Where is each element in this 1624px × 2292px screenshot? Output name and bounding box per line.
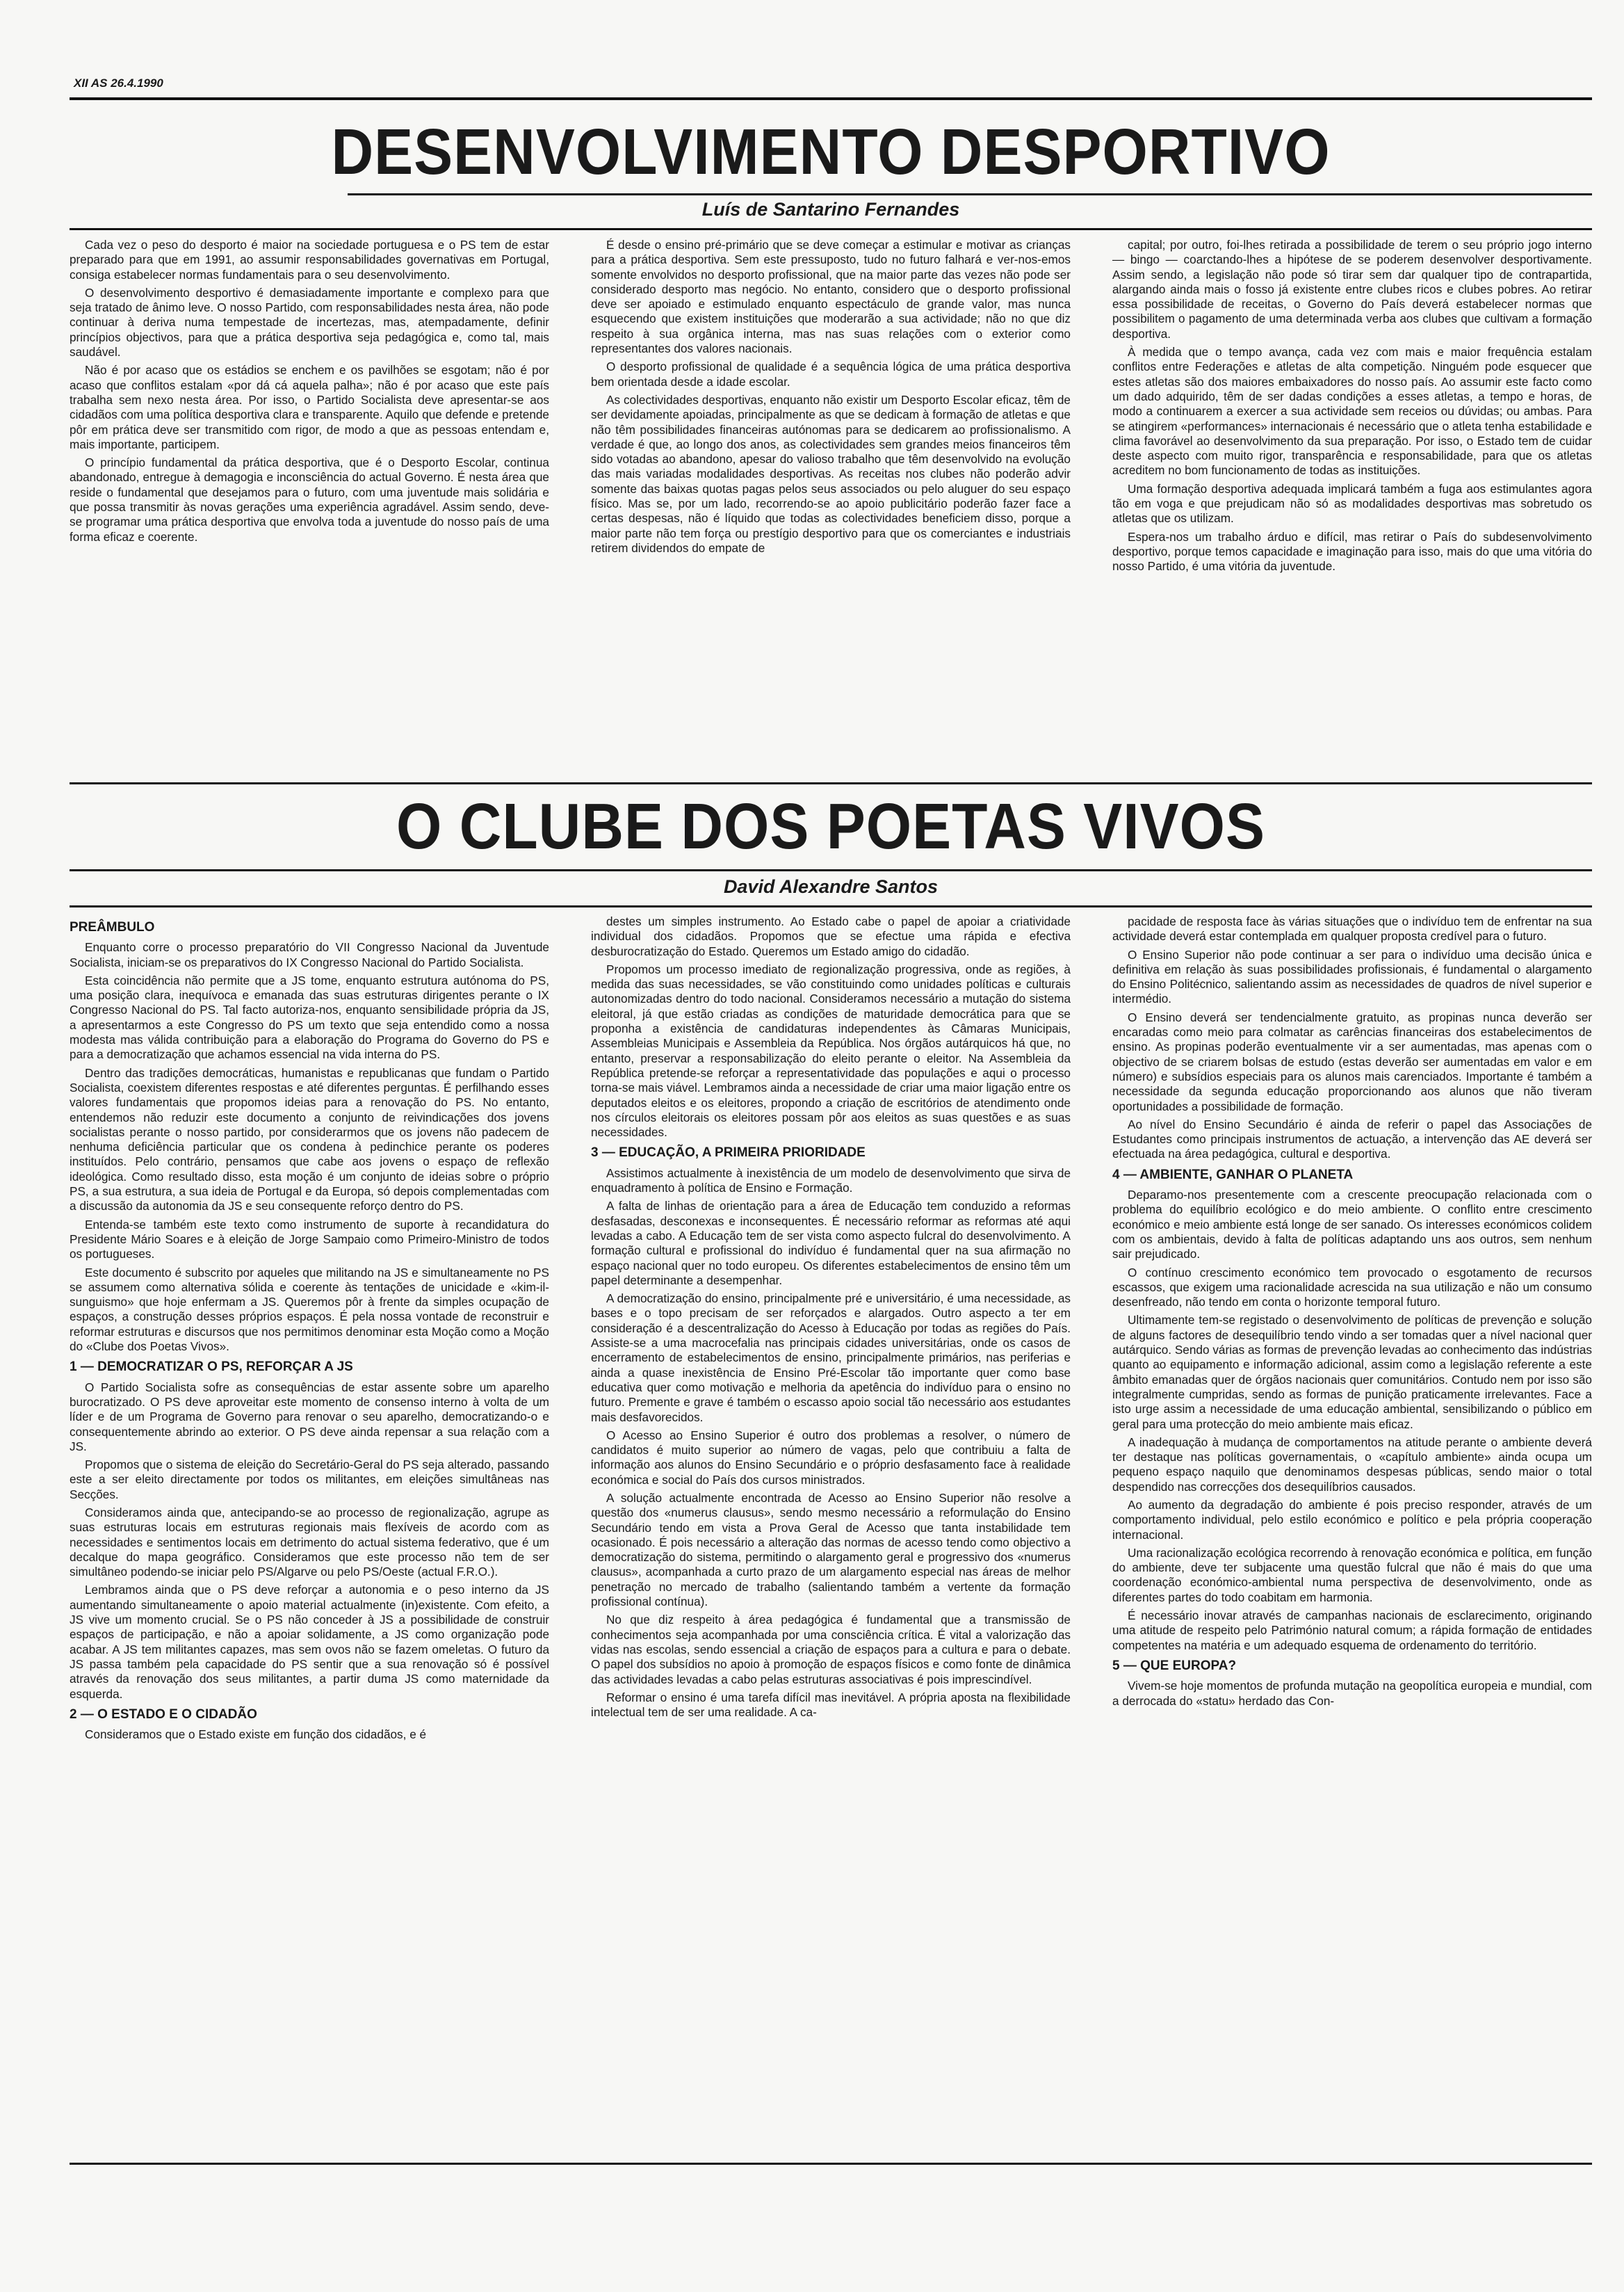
section-heading: 1 — DEMOCRATIZAR O PS, REFORÇAR A JS (70, 1359, 353, 1375)
bottom-rule (70, 2163, 1592, 2165)
paragraph: À medida que o tempo avança, cada vez com mais e maior frequência estalam conflitos entre Federações e atletas de alta competição. Ninguém pode esquecer que estes atletas são dos maiores embaixadores do nosso país. Ao assumir este facto como um dado adquirido, têm de ser dadas condições a esses atletas, a tempo e horas, de modo a continuarem a exercer a sua actividade sem receios ou dúvidas; ou ambas. Para se atingirem «performances» internacionais é necessário que o atleta tenha estabilidade e clima favorável ao desenvolvimento da sua preparação. Por isso, o Estado tem de cuidar deste aspecto com muito rigor, transparência e responsabilidade, para que os atletas acreditem no bom funcionamento de todas as instituições. (1112, 345, 1592, 478)
article1-author: Luís de Santarino Fernandes (701, 199, 960, 220)
paragraph: O contínuo crescimento económico tem provocado o esgotamento de recursos escassos, que exigem uma racionalidade acrescida na sua utilização e não um consumo desenfreado, não tendo em conta o horizonte temporal futuro. (1112, 1265, 1592, 1309)
paragraph: Entenda-se também este texto como instrumento de suporte à recandidatura do Presidente Mário Soares e à eleição de Jorge Sampaio como Primeiro-Ministro de todos os portugueses. (70, 1217, 549, 1261)
section-heading: 5 — QUE EUROPA? (1112, 1658, 1237, 1673)
paragraph: Cada vez o peso do desporto é maior na sociedade portuguesa e o PS tem de estar preparado para que em 1991, ao assumir responsabilidades governativas em Portugal, consiga estabelecer normas fundamentais para o seu desenvolvimento. (70, 238, 549, 282)
section-heading: 2 — O ESTADO E O CIDADÃO (70, 1706, 257, 1722)
paragraph: Enquanto corre o processo preparatório do VII Congresso Nacional da Juventude Socialista, iniciam-se os preparativos do IX Congresso Nacional do Partido Socialista. (70, 940, 549, 969)
article1-column-2 (591, 238, 1071, 773)
section-heading: PREÂMBULO (70, 920, 155, 935)
paragraph: Propomos que o sistema de eleição do Secretário-Geral do PS seja alterado, passando este a ser eleito directamente por todos os militantes, em eleições simultâneas nas Secções. (70, 1458, 549, 1501)
paragraph: Lembramos ainda que o PS deve reforçar a autonomia e o peso interno da JS aumentando simultaneamente o apoio material actualmente (in)existente. Com efeito, a JS vive um momento crucial. Se o PS não conceder à JS a possibilidade de construir espaços de participação, e não a apoiar solidamente, a JS como organização pode acabar. A JS tem militantes capazes, mas sem ovos não se fazem omeletas. O futuro da JS passa também pela capacidade do PS sentir que a sua renovação só é possível através da renovação dos seus militantes, a partir duma JS como maternidade da esquerda. (70, 1583, 549, 1701)
paragraph: Consideramos ainda que, antecipando-se ao processo de regionalização, agrupe as suas estruturas locais em estruturas regionais mais flexíveis de acordo com as necessidades e sentimentos locais em detrimento do actual sistema federativo, que é um decalque do mapa geográfico. Consideramos que este processo não tem de ser simultâneo podendo-se iniciar pelo PS/Algarve ou pelo PS/Oeste (actual F.R.O.). (70, 1505, 549, 1579)
paragraph: destes um simples instrumento. Ao Estado cabe o papel de apoiar a criatividade individual dos cidadãos. Propomos que se efectue uma rápida e efectiva desburocratização do Estado. Queremos um Estado amigo do cidadão. (591, 914, 1071, 958)
paragraph: Propomos um processo imediato de regionalização progressiva, onde as regiões, à medida das suas necessidades, se vão constituindo como unidades políticas e culturais autonomizadas dentro do todo nacional. Consideramos necessário a mutação do sistema eleitoral, já que estão criadas as condições de maturidade democrática para que se proponha a existência de candidaturas independentes às Câmaras Municipais, Assembleias Municipais e Assembleia da República. Nos órgãos autárquicos há que, no entanto, preservar a responsabilização do eleito perante o eleitor. Na Assembleia da República pretende-se reforçar a representatividade das populações e aqui o processo torna-se mais viável. Lembramos ainda a necessidade de criar uma maior ligação entre os deputados eleitos e os eleitores, propondo a criação de escritórios de atendimento onde nos círculos eleitorais os eleitores possam pôr aos eleitos as suas questões e as suas necessidades. (591, 962, 1071, 1140)
paragraph: Esta coincidência não permite que a JS tome, enquanto estrutura autónoma do PS, uma posição clara, inequívoca e emanada das suas estruturas dirigentes perante o IX Congresso Nacional do PS. Tal facto autoriza-nos, enquanto sensibilidade própria da JS, a apresentarmos a este Congresso do PS um texto que seja entendido como a nossa modesta mas válida contribuição para a elaboração do Programa do Governo do PS e para a democratização que achamos essencial na vida interna do PS. (70, 973, 549, 1062)
paragraph: A democratização do ensino, principalmente pré e universitário, é uma necessidade, as bases e o topo precisam de ser reforçados e alargados. Outro aspecto a ter em consideração é a descentralização do Acesso à Educação por todas as regiões do País. Assiste-se a uma macrocefalia nas principais cidades universitárias, onde os casos de encerramento de estabelecimentos de ensino, principalmente primários, nas periferias e ainda a quase inexistência de Ensino Pré-Escolar tão importante quer como base educativa quer como motivação e melhoria da apetência do indivíduo para o ensino no futuro. Premente e grave é também o escasso apoio social tão necessário aos estudantes mais desfavorecidos. (591, 1291, 1071, 1424)
article2-body (70, 914, 1592, 2152)
paragraph: Assistimos actualmente à inexistência de um modelo de desenvolvimento que sirva de enquadramento à política de Ensino e Formação. (591, 1165, 1071, 1195)
section-heading: 4 — AMBIENTE, GANHAR O PLANETA (1112, 1167, 1354, 1182)
article2-title: O CLUBE DOS POETAS VIVOS (396, 790, 1265, 862)
article-separator-rule (70, 782, 1592, 784)
paragraph: No que diz respeito à área pedagógica é fundamental que a transmissão de conhecimentos seja acompanhada por uma consciência crítica. É vital a valorização das vidas nas escolas, sendo essencial a criação de espaços para a cultura e para o debate. O papel dos subsídios no apoio à promoção de espaços físicos e como fonte de dinâmica das actividades levadas a cabo pelas estruturas associativas é pois imprescindível. (591, 1613, 1071, 1686)
paragraph: O Acesso ao Ensino Superior é outro dos problemas a resolver, o número de candidatos é muito superior ao número de vagas, pelo que contribuiu a falta de informação aos alunos do Ensino Secundário e o próprio desfasamento face à realidade económica e social do País dos cursos ministrados. (591, 1428, 1071, 1487)
top-rule (70, 97, 1592, 100)
article2-column-3 (1112, 914, 1592, 2152)
paragraph: É desde o ensino pré-primário que se deve começar a estimular e motivar as crianças para a prática desportiva. Sem este pressuposto, tudo no futuro falhará e ver-nos-emos somente envolvidos no desporto profissional, que na maior parte das vezes não pode ser considerado desporto mas negócio. No entanto, considero que o desporto profissional deve ser apoiado e estimulado enquanto espectáculo de grande valor, mas nunca esquecendo que existem instituições que moderarão a sua actividade; não no que diz respeito à sua orgânica interna, mas nas suas relações com o exterior como representantes dos valores nacionais. (591, 238, 1071, 356)
paragraph: O Ensino deverá ser tendencialmente gratuito, as propinas nunca deverão ser encaradas como meio para colmatar as carências financeiras dos estabelecimentos de ensino. As propinas poderão eventualmente vir a ser aumentadas, mas apenas com o objectivo de se criarem bolsas de estudo (estas deverão ser aumentadas em valor e em número) e subsídios especiais para os alunos mais carenciados. Importante é também a necessidade da segunda educação proporcionando aos alunos que não tiveram oportunidades a possibilidade de formação. (1112, 1010, 1592, 1113)
paragraph: O Partido Socialista sofre as consequências de estar assente sobre um aparelho burocratizado. O PS deve aproveitar este momento de consenso interno à volta de um líder e de um Programa de Governo para renovar o seu aparelho, democratizando-o e consequentemente abrindo ao exterior. O PS deve ainda repensar a sua relação com a JS. (70, 1380, 549, 1453)
article1-title: DESENVOLVIMENTO DESPORTIVO (331, 115, 1331, 188)
paragraph: A inadequação à mudança de comportamentos na atitude perante o ambiente deverá ter destaque nas políticas governamentais, o «capítulo ambiente» ainda ocupa um pequeno espaço naquilo que denominamos despesas públicas, sendo maior o total despendido nas correcções dos desequilíbrios causados. (1112, 1435, 1592, 1494)
paragraph: O desporto profissional de qualidade é a sequência lógica de uma prática desportiva bem orientada desde a idade escolar. (591, 360, 1071, 389)
paragraph: Reformar o ensino é uma tarefa difícil mas inevitável. A própria aposta na flexibilidade intelectual tem de ser uma realidade. A ca- (591, 1690, 1071, 1720)
paragraph: capital; por outro, foi-lhes retirada a possibilidade de terem o seu próprio jogo interno — bingo — coarctando-lhes a hipótese de se poderem desenvolver desportivamente. Assim sendo, a legislação não pode só tirar sem dar qualquer tipo de contrapartida, alargando ainda mais o fosso já existente entre clubes ricos e clubes pobres. Ao retirar essa possibilidade de receitas, o Governo do País deverá estabelecer normas que possibilitem o pagamento de uma determinada verba aos clubes que cultivam a formação desportiva. (1112, 238, 1592, 341)
article2-author: David Alexandre Santos (723, 876, 939, 897)
paragraph: Dentro das tradições democráticas, humanistas e republicanas que fundam o Partido Socialista, coexistem diferentes respostas e até diferentes perguntas. É perfilhando esses valores fundamentais que propomos ideias para a renovação do PS. No entanto, entendemos não reduzir este documento a conjunto de reivindicações dos jovens socialistas perante o nosso partido, por considerarmos que os jovens não padecem de nenhuma deficiência particular que os condena à pedinchice perante os poderes instituídos. Pelo contrário, pensamos que cabe aos jovens o espaço de reflexão ideológica. Como resultado disso, esta moção é um conjunto de ideias sobre o próprio PS, a sua estrutura, a sua ideia de Portugal e da Europa, só depois complementadas com a discussão da autonomia da JS e seu consequente reforço dentro do PS. (70, 1065, 549, 1213)
paragraph: Não é por acaso que os estádios se enchem e os pavilhões se esgotam; não é por acaso que conflitos estalam «por dá cá aquela palha»; não é por acaso que este país trabalha sem nexo nesta área. Por isso, o Partido Socialista deve apresentar-se aos cidadãos com uma política desportiva clara e transparente. Aquilo que defende e pretende pôr em prática deve ser transmitido com rigor, de modo a que as pessoas entendam e, mais importante, participem. (70, 363, 549, 451)
article1-column-3 (1112, 238, 1592, 773)
section-heading: 3 — EDUCAÇÃO, A PRIMEIRA PRIORIDADE (591, 1145, 866, 1161)
paragraph: O Ensino Superior não pode continuar a ser para o indivíduo uma decisão única e definitiva em relação às suas possibilidades profissionais, é fundamental o alargamento do Ensino Politécnico, salientando assim as necessidades de quadros de nível superior e intermédio. (1112, 947, 1592, 1006)
newspaper-page (70, 76, 1592, 2260)
paragraph: Ultimamente tem-se registado o desenvolvimento de políticas de prevenção e solução de alguns factores de desequilíbrio tendo vindo a ser tomadas quer a nível nacional quer autárquico. Sendo várias as formas de prevenção levadas ao conhecimento das indústrias quanto ao equipamento e informação adicional, assim como a legislação referente a este âmbito emanadas quer de órgãos nacionais quer comunitários. Contudo nem por isso são integralmente cumpridas, sendo as formas de punição praticamente irrelevantes. Face a isto urge assim a necessidade de uma educação ambiental, sensibilizando o público em geral para uma protecção do meio ambiente mais eficaz. (1112, 1313, 1592, 1431)
paragraph: A falta de linhas de orientação para a área de Educação tem conduzido a reformas desfasadas, desconexas e inconsequentes. É necessário reformar as reformas até aqui levadas a cabo. A Educação tem de ser vista como aspecto fulcral do desenvolvimento. A formação cultural e profissional do indivíduo é fundamental quer na sua afirmação no espaço nacional quer no todo europeu. Os diferentes estabelecimentos de ensino têm um papel determinante a desempenhar. (591, 1199, 1071, 1287)
paragraph: pacidade de resposta face às várias situações que o indivíduo tem de enfrentar na sua actividade deverá estar contemplada em qualquer proposta credível para o futuro. (1112, 914, 1592, 944)
article1-column-1 (70, 238, 549, 773)
article2-byline-rule (70, 905, 1592, 907)
paragraph: Ao nível do Ensino Secundário é ainda de referir o papel das Associações de Estudantes como principais instrumentos de actuação, a intervenção das AE deverá ser efectuada na área pedagógica, cultural e desportiva. (1112, 1117, 1592, 1161)
article1-title-rule (348, 193, 1592, 195)
paragraph: Ao aumento da degradação do ambiente é pois preciso responder, através de um comportamento individual, pelo estilo económico e político e pela própria cooperação internacional. (1112, 1497, 1592, 1542)
paragraph: As colectividades desportivas, enquanto não existir um Desporto Escolar eficaz, têm de ser devidamente apoiadas, principalmente as que se dedicam à formação de atletas e que não têm possibilidades financeiras autónomas para se dedicarem ao profissionalismo. A verdade é que, ao longo dos anos, as colectividades sem grandes meios financeiros têm sido votadas ao abandono, apesar do valioso trabalho que têm desenvolvido na evolução das mais variadas modalidades desportivas. As receitas nos clubes não poderão advir somente das baixas quotas pagas pelos seus associados ou pelo aluguer do seu espaço físico. Mas se, por um lado, recorrendo-se ao apoio publicitário poderão fazer face a certas despesas, não é líquido que todas as colectividades beneficiem disso, porque a maior parte não tem força ou prestígio desportivo para que os comerciantes e industriais retirem dividendos do empate de (591, 392, 1071, 555)
paragraph: Vivem-se hoje momentos de profunda mutação na geopolítica europeia e mundial, com a derrocada do «statu» herdado das Con- (1112, 1679, 1592, 1708)
article1-byline-rule (70, 228, 1592, 230)
article2-title-rule (70, 869, 1592, 871)
paragraph: É necessário inovar através de campanhas nacionais de esclarecimento, originando uma atitude de respeito pelo Património natural comum; a rápida formação de entidades competentes na matéria e um adequado esquema de ordenamento do território. (1112, 1608, 1592, 1652)
article2-column-2 (591, 914, 1071, 2152)
paragraph: O desenvolvimento desportivo é demasiadamente importante e complexo para que seja tratado de ânimo leve. O nosso Partido, com responsabilidades nesta área, não pode continuar à deriva numa tempestade de incertezas, mas, atempadamente, definir princípios objectivos, para que a prática desportiva seja pedagógica e, como tal, mais saudável. (70, 285, 549, 360)
paragraph: Uma racionalização ecológica recorrendo à renovação económica e política, em função do ambiente, deve ter subjacente uma questão fulcral que não é mais do que uma coordenação económico-ambiental numa perspectiva de desenvolvimento, onde as diferentes partes do todo coabitam em harmonia. (1112, 1545, 1592, 1604)
paragraph: Deparamo-nos presentemente com a crescente preocupação relacionada com o problema do equilíbrio ecológico e do meio ambiente. O conflito entre crescimento económico e meio ambiente está longe de ser sanado. Os interesses económicos colidem com os ambientais, devido à falta de políticas adaptando uns aos outros, sem nenhum sair prejudicado. (1112, 1188, 1592, 1261)
article1-body (70, 238, 1592, 773)
paragraph: Este documento é subscrito por aqueles que militando na JS e simultaneamente no PS se assumem como alternativa sólida e coerente às tentações de unicidade e «kim-il-sunguismo» que hoje enfermam a JS. Queremos pôr à frente da simples ocupação de espaços, a construção desses próprios espaços. É pela nossa vontade de reconstruir e reformar estruturas e discursos que nos permitimos denominar esta Moção como a Moção do «Clube dos Poetas Vivos». (70, 1265, 549, 1354)
page-folio: XII AS 26.4.1990 (74, 76, 163, 90)
paragraph: Consideramos que o Estado existe em função dos cidadãos, e é (85, 1727, 427, 1742)
paragraph: A solução actualmente encontrada de Acesso ao Ensino Superior não resolve a questão dos «numerus clausus», sendo mesmo necessário a reformulação do Ensino Secundário tendo em vista a Prova Geral de Acesso que tanta instabilidade tem ocasionado. É pois necessário a alteração das normas de acesso tendo como objectivo a democratização do sistema, permitindo o alargamento geral e progressivo dos «numerus clausus», acompanhada a curto prazo de um alargamento especial nas áreas de melhor penetração no mercado de trabalho (salientando também a vertente da formação profissional contínua). (591, 1490, 1071, 1609)
paragraph: O princípio fundamental da prática desportiva, que é o Desporto Escolar, continua abandonado, entregue à demagogia e inconsciência do actual Governo. É nesta área que reside o fundamental que desejamos para o futuro, com uma juventude mais solidária e que possa transmitir às novas gerações uma experiência agradável. Assim sendo, deve-se programar uma prática desportiva que envolva toda a juventude do nosso país de uma forma eficaz e coerente. (70, 455, 549, 544)
paragraph: Uma formação desportiva adequada implicará também a fuga aos estimulantes agora tão em voga e que prejudicam não só as modalidades desportivas mas sobretudo os atletas que os utilizam. (1112, 481, 1592, 526)
paragraph: Espera-nos um trabalho árduo e difícil, mas retirar o País do subdesenvolvimento desportivo, porque temos capacidade e imaginação para isso, mais do que uma vitória do nosso Partido, é uma vitória da juventude. (1112, 529, 1592, 574)
article2-column-1 (70, 914, 549, 2152)
